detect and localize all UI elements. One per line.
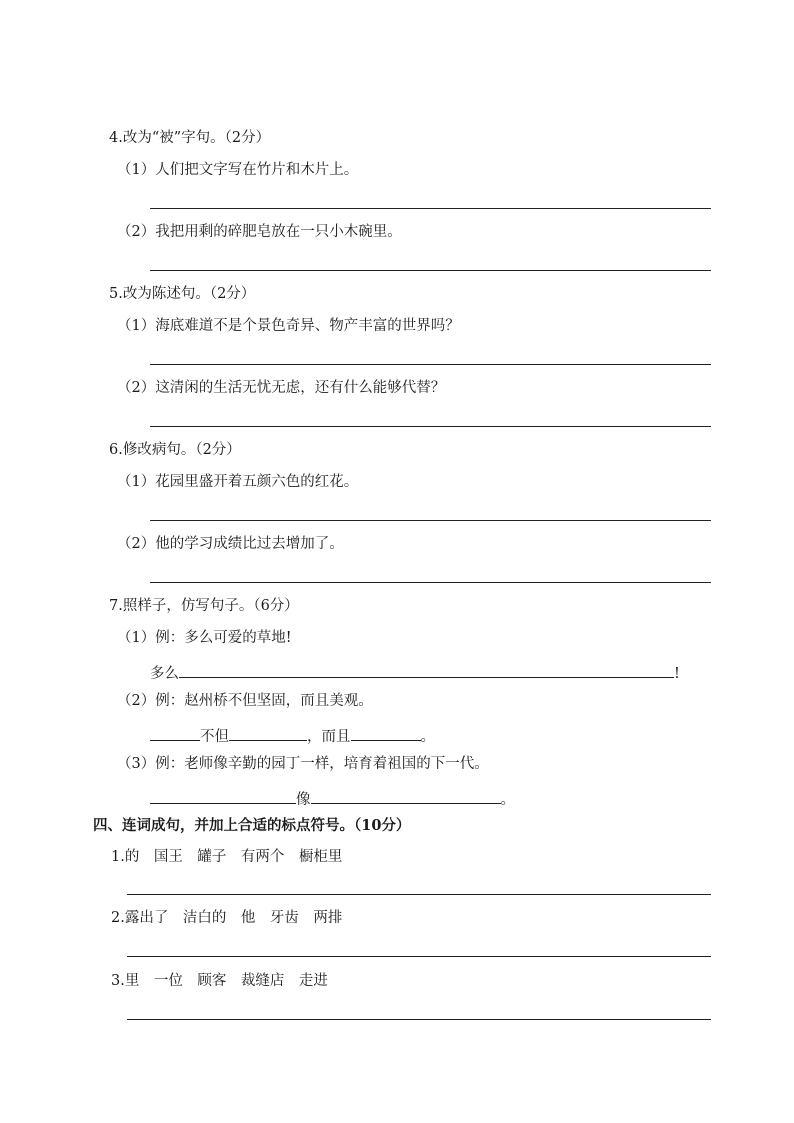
q7-ex3-end: 。 [500,792,515,808]
q7-ex2-blank-2[interactable] [229,726,307,741]
q7-exercise-2 [150,726,435,745]
q4-item-1: （1）人们把文字写在竹片和木片上。 [117,162,359,178]
q4-answer-line-1[interactable] [150,208,711,209]
q7-ex2-end: 。 [420,729,435,745]
q5-answer-line-2[interactable] [150,426,711,427]
q7-title: 7.照样子，仿写句子。（6分） [109,598,299,614]
q7-example-3: （3）例：老师像辛勤的园丁一样，培育着祖国的下一代。 [117,756,489,772]
q7-example-1: （1）例：多么可爱的草地! [117,630,292,646]
section4-title: 四、连词成句，并加上合适的标点符号。（10分） [93,817,411,834]
q7-ex2-blank-3[interactable] [351,726,421,741]
q5-title: 5.改为陈述句。（2分） [109,286,256,302]
q7-ex1-end: ! [674,666,680,682]
q7-example-2: （2）例：赵州桥不但坚固，而且美观。 [117,693,373,709]
q6-item-2: （2）他的学习成绩比过去增加了。 [117,536,344,552]
q7-ex1-start: 多么 [150,666,179,682]
section4-answer-line-2[interactable] [127,956,711,957]
q6-title: 6.修改病句。（2分） [109,442,241,458]
q6-answer-line-2[interactable] [150,582,711,583]
section4-item-2: 2.露出了 洁白的 他 牙齿 两排 [111,910,343,926]
q6-answer-line-1[interactable] [150,520,711,521]
section4-answer-line-3[interactable] [127,1019,711,1020]
q6-item-1: （1）花园里盛开着五颜六色的红花。 [117,474,359,490]
section4-item-1: 1.的 国王 罐子 有两个 橱柜里 [111,849,343,865]
q5-item-2: （2）这清闲的生活无忧无虑，还有什么能够代替？ [117,380,446,396]
q7-ex2-blank-1[interactable] [150,726,200,741]
q7-ex2-word-1: 不但 [200,729,229,745]
q5-item-1: （1）海底难道不是个景色奇异、物产丰富的世界吗？ [117,318,460,334]
section4-item-3: 3.里 一位 顾客 裁缝店 走进 [111,973,328,989]
q7-ex3-word-1: 像 [296,792,311,808]
q7-ex1-blank[interactable] [179,663,674,678]
q5-answer-line-1[interactable] [150,364,711,365]
q4-item-2: （2）我把用剩的碎肥皂放在一只小木碗里。 [117,224,402,240]
q7-exercise-3 [150,789,515,808]
q7-ex3-blank-1[interactable] [150,789,296,804]
q7-ex2-word-2: ，而且 [307,729,351,745]
q7-ex3-blank-2[interactable] [311,789,501,804]
q4-answer-line-2[interactable] [150,270,711,271]
q7-exercise-1 [150,663,680,682]
q4-title: 4.改为“被”字句。（2分） [109,130,271,146]
section4-answer-line-1[interactable] [127,894,711,895]
